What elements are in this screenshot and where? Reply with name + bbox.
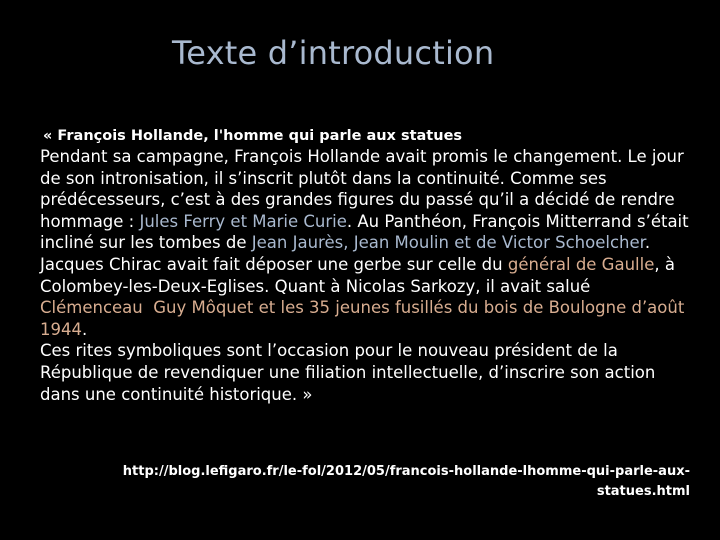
article-headline: « François Hollande, l'homme qui parle aux statues [43,128,463,144]
text-segment [143,298,154,317]
slide-body [40,126,690,405]
source-link[interactable]: http://blog.lefigaro.fr/le-fol/2012/05/francois-hollande-lhomme-qui-parle-aux-statues.html [122,464,690,499]
slide-title: Texte d’introduction [172,34,495,72]
conclusion-paragraph: Ces rites symboliques sont l’occasion pour le nouveau président de la République de revendiquer une filiation intellectuelle, d’inscrire son action dans une continuité historique. » [40,341,656,404]
highlight-jaures-moulin-schoelcher: Jean Jaurès, Jean Moulin et de Victor Schoelcher [251,233,645,253]
text-segment: . Jacques Chirac avait fait déposer une gerbe sur celle du [40,233,651,274]
text-segment: Pendant sa campagne, François Hollande avait promis le changement. Le jour de son intronisation, il s’inscrit plutôt dans la continuité. Comme ses prédécesseurs, c’est à des grandes figures du passé qu’il a décidé de rendre hommage : [40,147,684,231]
highlight-moquet: Guy Môquet et les 35 jeunes fusillés du bois de Boulogne d’août 1944 [40,298,685,339]
text-segment: . Au Panthéon, François Mitterrand s’était incliné sur les tombes de [40,211,689,253]
highlight-clemenceau: Clémenceau [40,298,143,318]
highlight-ferry-curie: Jules Ferry et Marie Curie [139,211,347,231]
highlight-de-gaulle: général de Gaulle [507,254,655,274]
text-segment: , à Colombey-les-Deux-Eglises. Quant à Nicolas Sarkozy, il avait salué [40,254,675,296]
text-segment: . [82,319,88,339]
intro-paragraph [40,146,690,340]
